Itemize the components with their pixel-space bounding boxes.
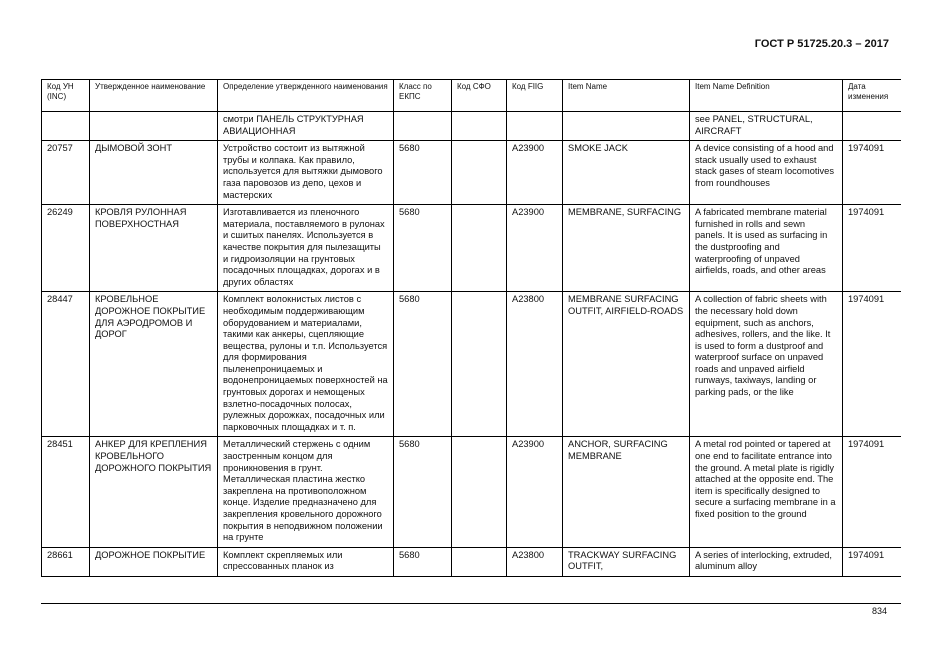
cell-definition-ru: Металлический стержень с одним заостренным концом для проникновения в грунт. Металлическая пластина жестко закреплена на противоположном конце. Изделие предназначено для закрепления кровельного дорожного покрытия в неподвижном положении на грунте <box>218 437 394 547</box>
cell-fiig: A23900 <box>507 205 563 292</box>
cell-inc: 28447 <box>42 292 90 437</box>
cell-class: 5680 <box>394 437 452 547</box>
cell-inc: 28661 <box>42 547 90 576</box>
cell-fiig <box>507 112 563 141</box>
column-header-definition-ru: Определение утвержденного наименования <box>218 80 394 112</box>
cell-name-ru: ДЫМОВОЙ ЗОНТ <box>90 141 218 205</box>
cell-item-definition: A series of interlocking, extruded, aluminum alloy <box>690 547 843 576</box>
cell-item-name: MEMBRANE, SURFACING <box>563 205 690 292</box>
cell-inc: 28451 <box>42 437 90 547</box>
cell-inc: 20757 <box>42 141 90 205</box>
cell-inc: 26249 <box>42 205 90 292</box>
cell-name-ru: АНКЕР ДЛЯ КРЕПЛЕНИЯ КРОВЕЛЬНОГО ДОРОЖНОГО ПОКРЫТИЯ <box>90 437 218 547</box>
cell-definition-ru: Комплект волокнистых листов с необходимым поддерживающим оборудованием и материалами, такими как анкеры, сцепляющие вещества, рулоны и т.п. Используется для формирования пыленепроницаемых и водонепроницаемых поверхностей на грунтовых дорогах и немощеных взлетно-посадочных полосах, рулежных дорожках, посадочных или парковочных площадках и т. п. <box>218 292 394 437</box>
cell-class: 5680 <box>394 547 452 576</box>
cell-name-ru <box>90 112 218 141</box>
cell-definition-ru: смотри ПАНЕЛЬ СТРУКТУРНАЯ АВИАЦИОННАЯ <box>218 112 394 141</box>
cell-item-definition: A fabricated membrane material furnished in rolls and sewn panels. It is used as surfacing in the dustproofing and waterproofing of unpaved airfields, roads, and other areas <box>690 205 843 292</box>
cell-class: 5680 <box>394 205 452 292</box>
cell-item-name: ANCHOR, SURFACING MEMBRANE <box>563 437 690 547</box>
cell-sfo <box>452 112 507 141</box>
column-header-class: Класс по ЕКПС <box>394 80 452 112</box>
cell-name-ru: ДОРОЖНОЕ ПОКРЫТИЕ <box>90 547 218 576</box>
column-header-date: Дата изменения <box>843 80 902 112</box>
cell-sfo <box>452 141 507 205</box>
cell-name-ru: КРОВЕЛЬНОЕ ДОРОЖНОЕ ПОКРЫТИЕ ДЛЯ АЭРОДРОМОВ И ДОРОГ <box>90 292 218 437</box>
cell-sfo <box>452 292 507 437</box>
catalog-table <box>41 79 901 577</box>
cell-item-name: TRACKWAY SURFACING OUTFIT, <box>563 547 690 576</box>
table-row <box>42 292 902 437</box>
table-row <box>42 547 902 576</box>
cell-sfo <box>452 205 507 292</box>
cell-sfo <box>452 547 507 576</box>
cell-sfo <box>452 437 507 547</box>
cell-definition-ru: Изготавливается из пленочного материала, поставляемого в рулонах и сшитых панелях. Используется в качестве покрытия для пылезащиты и гидроизоляции на грунтовых посадочных площадках, дорогах и в других областях <box>218 205 394 292</box>
cell-item-definition: A collection of fabric sheets with the necessary hold down equipment, such as anchors, adhesives, rollers, and the like. It is used to form a dustproof and waterproof surface on unpaved roads and unpaved airfield runways, taxiways, landing or parking pads, or the like <box>690 292 843 437</box>
cell-name-ru: КРОВЛЯ РУЛОННАЯ ПОВЕРХНОСТНАЯ <box>90 205 218 292</box>
table-row <box>42 437 902 547</box>
cell-inc <box>42 112 90 141</box>
cell-fiig: A23800 <box>507 292 563 437</box>
cell-fiig: A23900 <box>507 141 563 205</box>
column-header-sfo: Код СФО <box>452 80 507 112</box>
table-row <box>42 141 902 205</box>
column-header-name-ru: Утвержденное наименование <box>90 80 218 112</box>
cell-definition-ru: Комплект скрепляемых или спрессованных планок из <box>218 547 394 576</box>
cell-item-definition: A device consisting of a hood and stack usually used to exhaust stack gases of steam locomotives from roundhouses <box>690 141 843 205</box>
table-row <box>42 112 902 141</box>
table-header-row <box>42 80 902 112</box>
column-header-inc: Код УН (INC) <box>42 80 90 112</box>
table-row <box>42 205 902 292</box>
column-header-fiig: Код FIIG <box>507 80 563 112</box>
cell-date <box>843 112 902 141</box>
column-header-item-definition: Item Name Definition <box>690 80 843 112</box>
cell-item-definition: see PANEL, STRUCTURAL, AIRCRAFT <box>690 112 843 141</box>
cell-class: 5680 <box>394 292 452 437</box>
column-header-item-name: Item Name <box>563 80 690 112</box>
cell-definition-ru: Устройство состоит из вытяжной трубы и колпака. Как правило, используется для вытяжки дымового газа паровозов из депо, цехов и мастерских <box>218 141 394 205</box>
cell-date: 1974091 <box>843 205 902 292</box>
page-number: 834 <box>871 606 887 616</box>
cell-class: 5680 <box>394 141 452 205</box>
document-title: ГОСТ Р 51725.20.3 – 2017 <box>754 38 889 50</box>
cell-date: 1974091 <box>843 437 902 547</box>
cell-date: 1974091 <box>843 141 902 205</box>
cell-item-name <box>563 112 690 141</box>
catalog-table-container <box>41 79 901 604</box>
cell-item-definition: A metal rod pointed or tapered at one end to facilitate entrance into the ground. A metal plate is rigidly attached at the opposite end. The item is specifically designed to secure a surfacing membrane in a fixed position to the ground <box>690 437 843 547</box>
cell-fiig: A23900 <box>507 437 563 547</box>
cell-item-name: SMOKE JACK <box>563 141 690 205</box>
cell-fiig: A23800 <box>507 547 563 576</box>
cell-date: 1974091 <box>843 292 902 437</box>
cell-class <box>394 112 452 141</box>
cell-item-name: MEMBRANE SURFACING OUTFIT, AIRFIELD-ROADS <box>563 292 690 437</box>
cell-date: 1974091 <box>843 547 902 576</box>
